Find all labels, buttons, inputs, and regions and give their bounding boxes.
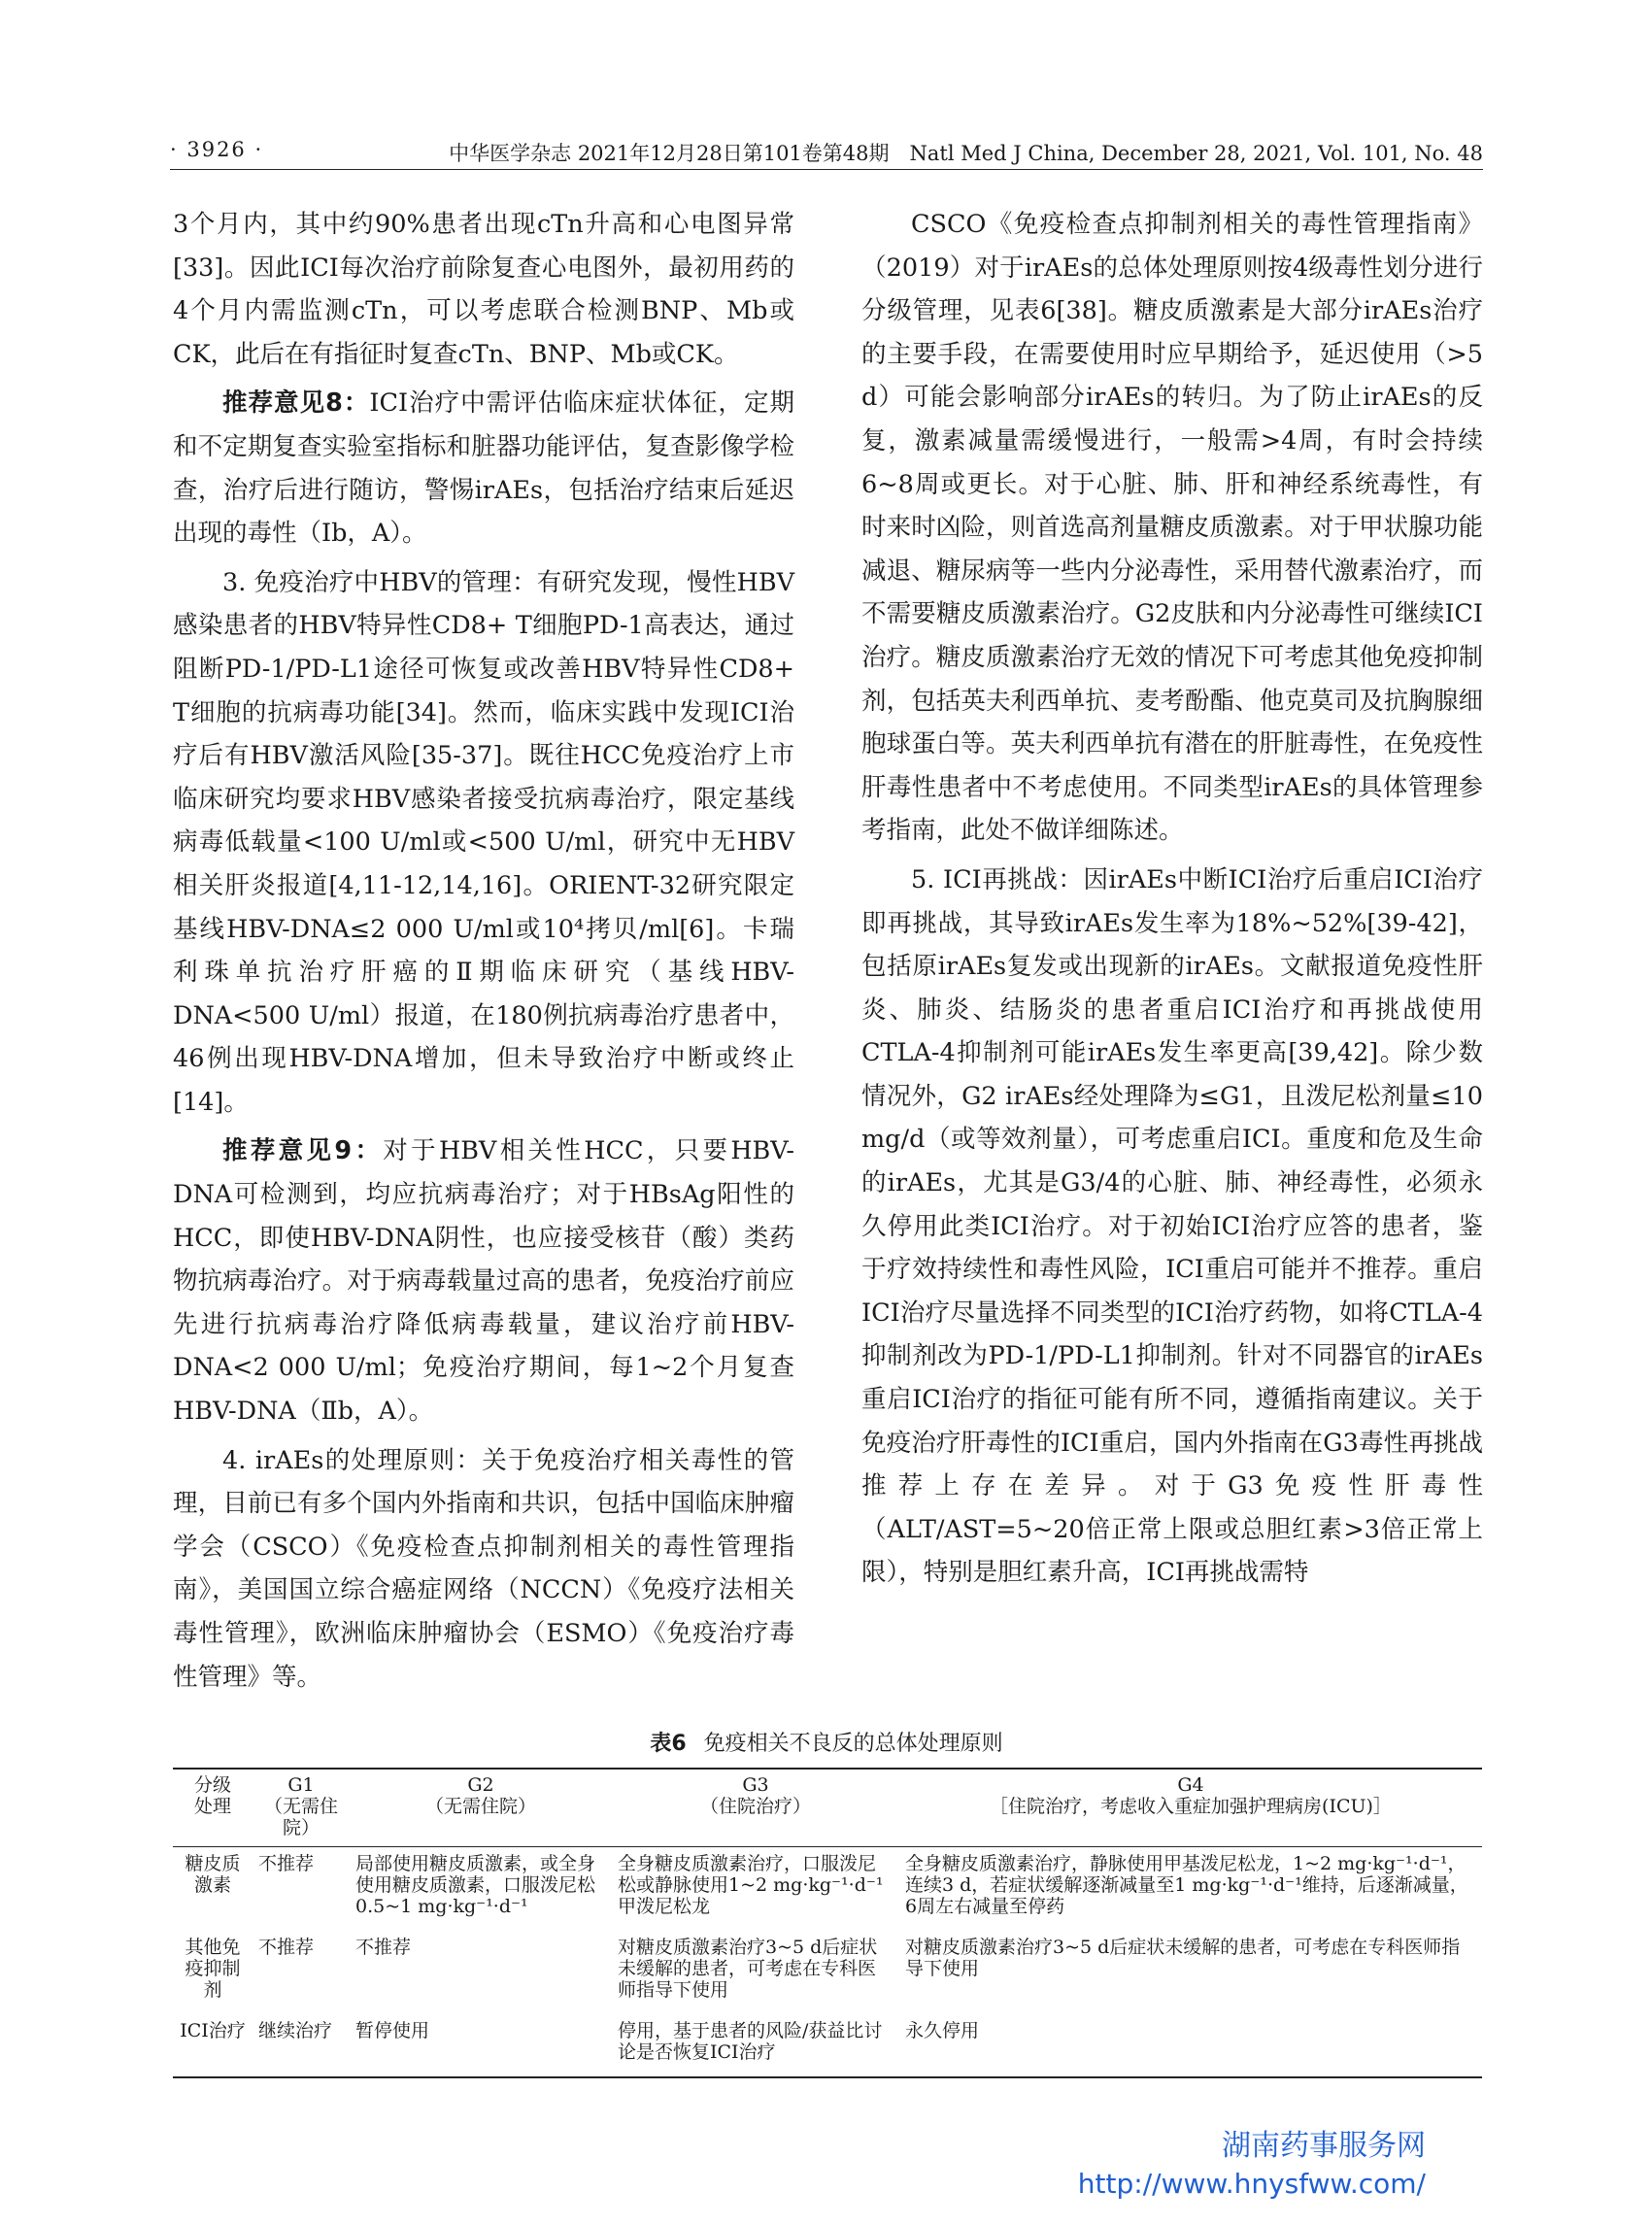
- paragraph: CSCO《免疫检查点抑制剂相关的毒性管理指南》（2019）对于irAEs的总体处理原则按4级毒性划分进行分级管理，见表6[38]。糖皮质激素是大部分irAEs治疗的主要手段，在需要使用时应早期给予，延迟使用（>5 d）可能会影响部分irAEs的转归。为了防止irAEs的反复，激素减量需缓慢进行，一般需>4周，有时会持续6~8周或更长。对于心脏、肺、肝和神经系统毒性，有时来时凶险，则首选高剂量糖皮质激素。对于甲状腺功能减退、糖尿病等一些内分泌毒性，采用替代激素治疗，而不需要糖皮质激素治疗。G2皮肤和内分泌毒性可继续ICI治疗。糖皮质激素治疗无效的情况下可考虑其他免疫抑制剂，包括英夫利西单抗、麦考酚酯、他克莫司及抗胸腺细胞球蛋白等。英夫利西单抗有潜在的肝脏毒性，在免疫性肝毒性患者中不考虑使用。不同类型irAEs的具体管理参考指南，此处不做详细陈述。: [861, 210, 1483, 846]
- paragraph: 3. 免疫治疗中HBV的管理：有研究发现，慢性HBV感染患者的HBV特异性CD8+ T细胞PD-1高表达，通过阻断PD-1/PD-L1途径可恢复或改善HBV特异性CD8+ T细胞的抗病毒功能[34]。然而，临床实践中发现ICI治疗后有HBV激活风险[35-37]。既往HCC免疫治疗上市临床研究均要求HBV感染者接受抗病毒治疗，限定基线病毒低载量<100 U/ml或<500 U/ml，研究中无HBV相关肝炎报道[4,11-12,14,16]。ORIENT-32研究限定基线HBV-DNA≤2 000 U/ml或10⁴拷贝/ml[6]。卡瑞利珠单抗治疗肝癌的Ⅱ期临床研究（基线HBV-DNA<500 U/ml）报道，在180例抗病毒治疗患者中，46例出现HBV-DNA增加，但未导致治疗中断或终止[14]。: [173, 567, 794, 1117]
- toxicity-management-table: [173, 1768, 1482, 2078]
- watermark-url: http://www.hnysfww.com/: [1077, 2168, 1426, 2200]
- table-cell: 继续治疗: [258, 2020, 333, 2041]
- watermark-name: 湖南药事服务网: [1222, 2129, 1426, 2163]
- header-g4: G4 ［住院治疗，考虑收入重症加强护理病房(ICU)］: [990, 1774, 1392, 1817]
- table-caption: [170, 1727, 1483, 1757]
- page-number: · 3926 ·: [170, 138, 264, 161]
- table-row: [173, 1847, 1482, 1932]
- site-watermark: [1037, 2127, 1426, 2203]
- journal-citation: 中华医学杂志 2021年12月28日第101卷第48期 Natl Med J China, December 28, 2021, Vol. 101, No. 48: [449, 142, 1483, 165]
- table-cell: 全身糖皮质激素治疗，口服泼尼松或静脉使用1~2 mg·kg⁻¹·d⁻¹甲泼尼松龙: [618, 1853, 884, 1917]
- running-header: [170, 136, 1483, 170]
- table-cell: 局部使用糖皮质激素，或全身使用糖皮质激素，口服泼尼松0.5~1 mg·kg⁻¹·d⁻¹: [355, 1853, 596, 1917]
- paragraph: 3个月内，其中约90%患者出现cTn升高和心电图异常[33]。因此ICI每次治疗前除复查心电图外，最初用药的4个月内需监测cTn，可以考虑联合检测BNP、Mb或CK，此后在有指征时复查cTn、BNP、Mb或CK。: [173, 210, 794, 369]
- table-cell: 永久停用: [905, 2020, 980, 2041]
- table-header-row: [173, 1769, 1482, 1847]
- left-column: [173, 203, 794, 1704]
- recommendation-9: [173, 1129, 794, 1433]
- table-cell: 不推荐: [258, 1937, 315, 1958]
- row-label: ICI治疗: [180, 2020, 246, 2041]
- row-label: 糖皮质激素: [185, 1853, 241, 1896]
- header-g1: G1 （无需住院）: [263, 1774, 338, 1838]
- header-grade-treatment: 分级 处理: [193, 1774, 231, 1817]
- recommendation-8: [173, 382, 794, 555]
- header-g2: G2 （无需住院）: [424, 1774, 536, 1817]
- right-column: [861, 203, 1483, 1601]
- recommendation-lead: 推荐意见8：: [222, 388, 370, 419]
- table-cell: 停用，基于患者的风险/获益比讨论是否恢复ICI治疗: [618, 2020, 883, 2063]
- table-cell: 暂停使用: [355, 2020, 430, 2041]
- table-cell: 对糖皮质激素治疗3~5 d后症状未缓解的患者，可考虑在专科医师指导下使用: [905, 1937, 1461, 1979]
- table-cell: 不推荐: [258, 1853, 315, 1874]
- table-row: [173, 1931, 1482, 2014]
- table-cell: 对糖皮质激素治疗3~5 d后症状未缓解的患者，可考虑在专科医师指导下使用: [618, 1937, 878, 2001]
- table-cell: 不推荐: [355, 1937, 412, 1958]
- recommendation-text: ICI治疗中需评估临床症状体征，定期和不定期复查实验室指标和脏器功能评估，复查影像学检查，治疗后进行随访，警惕irAEs，包括治疗结束后延迟出现的毒性（Ⅰb，A）。: [173, 388, 794, 549]
- table-title: 免疫相关不良反的总体处理原则: [703, 1732, 1003, 1756]
- table-label: 表6: [650, 1732, 687, 1756]
- paragraph: 5. ICI再挑战：因irAEs中断ICI治疗后重启ICI治疗即再挑战，其导致irAEs发生率为18%~52%[39-42]，包括原irAEs复发或出现新的irAEs。文献报道免疫性肝炎、肺炎、结肠炎的患者重启ICI治疗和再挑战使用CTLA-4抑制剂可能irAEs发生率更高[39,42]。除少数情况外，G2 irAEs经处理降为≤G1，且泼尼松剂量≤10 mg/d（或等效剂量），可考虑重启ICI。重度和危及生命的irAEs，尤其是G3/4的心脏、肺、神经毒性，必须永久停用此类ICI治疗。对于初始ICI治疗应答的患者，鉴于疗效持续性和毒性风险，ICI重启可能并不推荐。重启ICI治疗尽量选择不同类型的ICI治疗药物，如将CTLA-4抑制剂改为PD-1/PD-L1抑制剂。针对不同器官的irAEs重启ICI治疗的指征可能有所不同，遵循指南建议。关于免疫治疗肝毒性的ICI重启，国内外指南在G3毒性再挑战推荐上存在差异。对于G3免疫性肝毒性（ALT/AST=5~20倍正常上限或总胆红素>3倍正常上限），特别是胆红素升高，ICI再挑战需特: [861, 864, 1483, 1588]
- recommendation-text: 对于HBV相关性HCC，只要HBV-DNA可检测到，均应抗病毒治疗；对于HBsAg阳性的HCC，即使HBV-DNA阴性，也应接受核苷（酸）类药物抗病毒治疗。对于病毒载量过高的患者，免疫治疗前应先进行抗病毒治疗降低病毒载量，建议治疗前HBV-DNA<2 000 U/ml；免疫治疗期间，每1~2个月复查HBV-DNA（Ⅱb，A）。: [173, 1136, 794, 1427]
- table-row: [173, 2014, 1482, 2077]
- table-cell: 全身糖皮质激素治疗，静脉使用甲基泼尼松龙，1~2 mg·kg⁻¹·d⁻¹，连续3 d，若症状缓解逐渐减量至1 mg·kg⁻¹·d⁻¹维持，后逐渐减量，6周左右减量至停药: [905, 1853, 1468, 1917]
- paragraph: 4. irAEs的处理原则：关于免疫治疗相关毒性的管理，目前已有多个国内外指南和共识，包括中国临床肿瘤学会（CSCO）《免疫检查点抑制剂相关的毒性管理指南》，美国国立综合癌症网络（NCCN）《免疫疗法相关毒性管理》，欧洲临床肿瘤协会（ESMO）《免疫治疗毒性管理》等。: [173, 1445, 794, 1692]
- row-label: 其他免疫抑制剂: [185, 1937, 241, 2001]
- recommendation-lead: 推荐意见9：: [222, 1136, 384, 1166]
- header-g3: G3 （住院治疗）: [699, 1774, 811, 1817]
